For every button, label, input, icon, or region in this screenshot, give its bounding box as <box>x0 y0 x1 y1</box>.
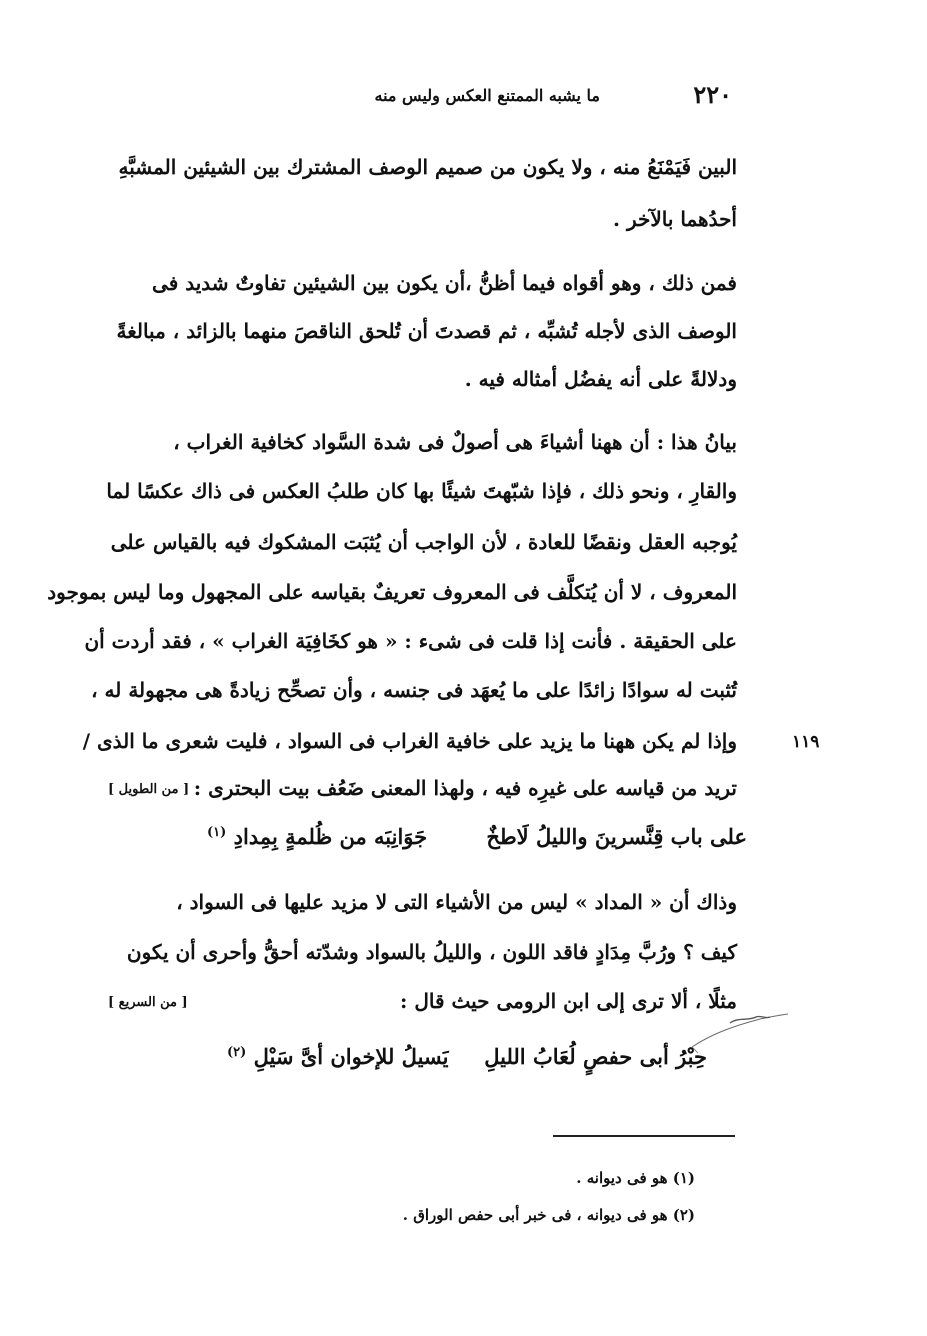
text-line: تُثبت له سوادًا زائدًا على ما يُعهَد فى جنسه ، وأن تصحِّح زيادةً هى مجهولة له ، <box>91 678 737 702</box>
text-line: الوصف الذى لأجله تُشبِّه ، ثم قصدتَ أن تُلحق الناقصَ منهما بالزائد ، مبالغةً <box>116 319 737 343</box>
text-line: ودلالةً على أنه يفضُل أمثاله فيه . <box>464 367 737 391</box>
text-line: يُوجبه العقل ونقضًا للعادة ، لأن الواجب أن يُثبَت المشكوك فيه بالقياس على <box>110 530 737 554</box>
footnote-mark: (٢) <box>227 1045 247 1060</box>
text-line: فمن ذلك ، وهو أقواه فيما أظنُّ ،أن يكون بين الشيئين تفاوتٌ شديد فى <box>152 271 737 295</box>
text-line: المعروف ، لا أن يُتكلَّف فى المعروف تعريفٌ بقياسه على المجهول وما ليس بموجود <box>47 580 737 604</box>
footnote-divider <box>553 1135 735 1137</box>
text-line: على الحقيقة . فأنت إذا قلت فى شىء : « هو كخَافِيَة الغراب » ، فقد أردت أن <box>84 629 737 653</box>
verse-hemistich: حِبْرُ أبى حفصٍ لُعَابُ الليلِ <box>484 1044 707 1069</box>
text-line: مثلًا ، ألا ترى إلى ابن الرومى حيث قال : <box>399 989 737 1013</box>
footnote: (٢) هو فى ديوانه ، فى خبر أبى حفص الوراق . <box>402 1206 695 1224</box>
footnote: (١) هو فى ديوانه . <box>576 1169 695 1187</box>
verse-hemistich: جَوَانِبَه من ظُلمةٍ بِمِدادِ <box>233 824 428 849</box>
verse-hemistich: يَسيلُ للإخوان أىَّ سَيْلِ <box>253 1044 449 1069</box>
text-line: وذاك أن « المداد » ليس من الأشياء التى لا مزيد عليها فى السواد ، <box>176 890 737 914</box>
page-header <box>300 80 740 114</box>
text-line: أحدُهما بالآخر . <box>613 207 737 231</box>
footnote-mark: (١) <box>207 825 227 840</box>
text-line: بيانُ هذا : أن ههنا أشياءَ هى أصولٌ فى شدة السَّواد كخافية الغراب ، <box>173 430 737 454</box>
text-line: وإذا لم يكن ههنا ما يزيد على خافية الغراب فى السواد ، فليت شعرى ما الذى / <box>82 729 737 753</box>
meter-tag: [ من السريع ] <box>108 995 188 1010</box>
running-title: ما يشبه الممتنع العكس وليس منه <box>374 86 600 105</box>
page-number: ٢٢٠ <box>693 80 732 109</box>
verse-hemistich: على باب قِنَّسرينَ والليلُ لَاطخٌ <box>486 824 747 849</box>
text-line: البين فَيَمْنَعُ منه ، ولا يكون من صميم الوصف المشترك بين الشيئين المشبَّهِ <box>118 155 737 179</box>
margin-page-number: ١١٩ <box>792 732 820 752</box>
text-line: كيف ؟ ورُبَّ مِدَادٍ فاقد اللون ، والليلُ بالسواد وشدّته أحقُّ وأحرى أن يكون <box>126 940 737 964</box>
text-line: والقارِ ، ونحو ذلك ، فإذا شبّهتَ شيئًا بها كان طلبُ العكس فى ذاك عكسًا لما <box>106 479 737 503</box>
text-line: تريد من قياسه على غيرِه فيه ، ولهذا المعنى ضَعُف بيت البحترى : <box>193 776 737 800</box>
meter-tag: [ من الطويل ] <box>108 782 190 797</box>
